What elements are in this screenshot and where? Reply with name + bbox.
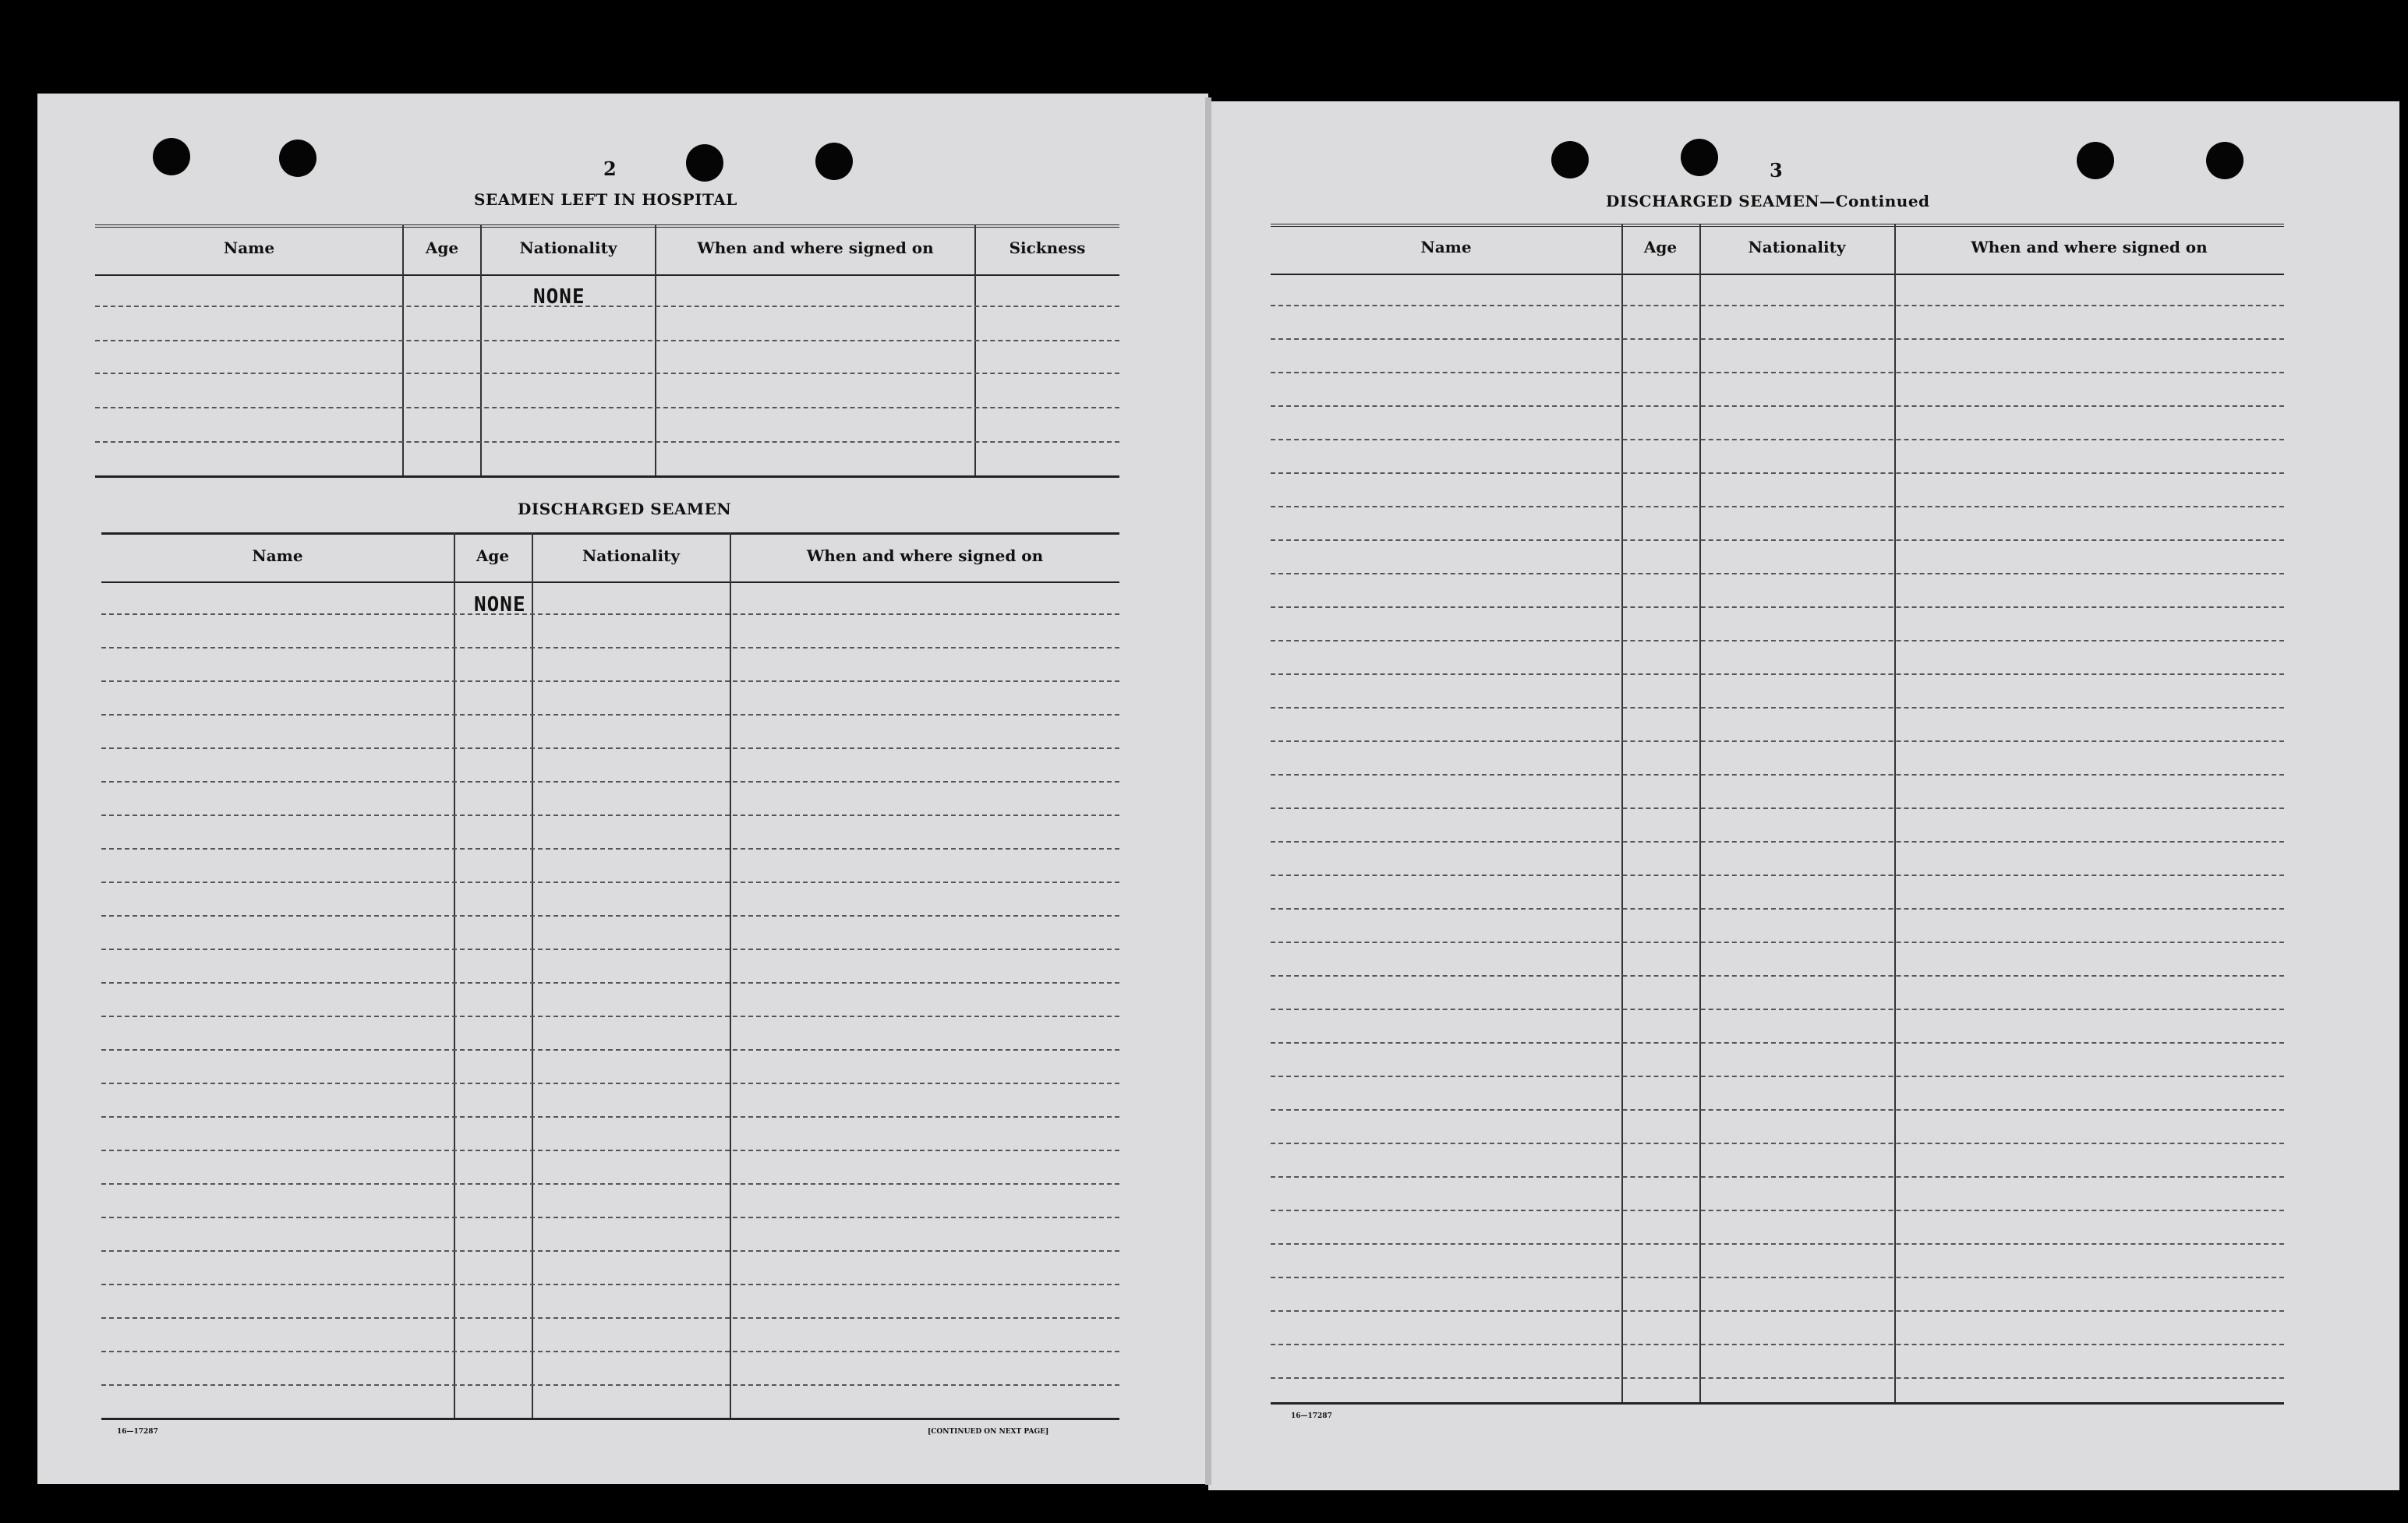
table-row [1271, 338, 2284, 340]
table-row [1271, 640, 2284, 641]
column-divider [1699, 224, 1701, 1405]
page-number: 3 [1770, 159, 1783, 182]
continued-suffix: —Continued [1819, 192, 1930, 210]
table-row [101, 982, 1119, 984]
table-row [1271, 305, 2284, 306]
table-row [1271, 673, 2284, 675]
discharged-continued-title [1606, 192, 1930, 210]
table-row [101, 680, 1119, 682]
table-row [1271, 1377, 2284, 1379]
column-divider [974, 224, 976, 478]
table-row [95, 441, 1119, 443]
punch-hole [2077, 142, 2114, 179]
table-row [101, 1049, 1119, 1051]
column-header-name: Name [223, 239, 275, 257]
table-row [95, 340, 1119, 341]
table-row [101, 781, 1119, 783]
table-row [1271, 372, 2284, 373]
punch-hole [686, 144, 723, 182]
table-row [101, 747, 1119, 749]
column-divider [402, 224, 404, 478]
table-row [101, 915, 1119, 917]
column-header-signed-on: When and where signed on [1971, 238, 2208, 256]
table-row [101, 815, 1119, 816]
hospital-section-title: SEAMEN LEFT IN HOSPITAL [474, 190, 737, 209]
table-row [95, 373, 1119, 374]
discharged-section-title: DISCHARGED SEAMEN [518, 500, 732, 518]
form-number: 16—17287 [1291, 1412, 1332, 1420]
hospital-table [95, 224, 1119, 478]
table-row [101, 1384, 1119, 1386]
column-divider [454, 532, 455, 1419]
table-bottom-rule [95, 475, 1119, 478]
punch-hole [1551, 141, 1589, 178]
discharged-continued-table [1271, 224, 2284, 1407]
table-row [1271, 1143, 2284, 1144]
column-divider [532, 532, 533, 1419]
form-number: 16—17287 [117, 1428, 158, 1436]
column-header-sickness: Sickness [1009, 239, 1086, 257]
column-divider [1894, 224, 1896, 1405]
table-row [1271, 841, 2284, 843]
table-row [1271, 1009, 2284, 1010]
table-row [101, 647, 1119, 648]
table-row [1271, 1210, 2284, 1211]
table-row [1271, 774, 2284, 776]
none-entry: NONE [533, 285, 585, 309]
table-row [1271, 707, 2284, 708]
table-bottom-rule [1271, 1402, 2284, 1405]
table-row [1271, 539, 2284, 541]
continued-note: [CONTINUED ON NEXT PAGE] [928, 1428, 1049, 1436]
column-header-age: Age [1643, 238, 1678, 256]
table-row [101, 1284, 1119, 1285]
table-row [1271, 807, 2284, 809]
punch-hole [153, 138, 190, 175]
punch-hole [279, 140, 316, 177]
column-header-nationality: Nationality [582, 546, 680, 565]
table-row [101, 949, 1119, 950]
discharged-table [101, 532, 1119, 1421]
table-row [101, 1217, 1119, 1218]
table-row [1271, 1277, 2284, 1278]
column-header-name: Name [252, 546, 303, 565]
page-fold [1205, 97, 1211, 1485]
table-row [101, 1150, 1119, 1151]
column-header-age: Age [425, 239, 459, 257]
table-row [1271, 875, 2284, 876]
discharged-title-text: DISCHARGED SEAMEN [1606, 192, 1820, 210]
column-divider [1621, 224, 1623, 1405]
punch-hole [2206, 142, 2244, 179]
table-row [1271, 405, 2284, 407]
table-row [101, 613, 1119, 615]
table-row [101, 1317, 1119, 1319]
table-row [1271, 1310, 2284, 1312]
table-row [1271, 975, 2284, 977]
table-row [1271, 1344, 2284, 1345]
column-header-signed-on: When and where signed on [697, 239, 934, 257]
table-row [101, 1250, 1119, 1252]
table-row [101, 1116, 1119, 1118]
column-header-name: Name [1420, 238, 1472, 256]
column-divider [655, 224, 656, 478]
page-number: 2 [603, 157, 617, 180]
punch-hole [1681, 139, 1718, 176]
table-row [1271, 1109, 2284, 1111]
table-row [1271, 439, 2284, 440]
table-row [101, 1083, 1119, 1084]
table-row [95, 407, 1119, 408]
table-row [1271, 1042, 2284, 1044]
table-row [101, 714, 1119, 716]
table-row [1271, 506, 2284, 507]
table-row [1271, 1076, 2284, 1077]
table-row [101, 1016, 1119, 1017]
column-header-signed-on: When and where signed on [806, 546, 1044, 565]
column-header-age: Age [476, 546, 510, 565]
punch-hole [815, 143, 853, 180]
table-row [101, 882, 1119, 883]
table-bottom-rule [101, 1418, 1119, 1420]
table-row [1271, 908, 2284, 910]
column-divider [730, 532, 731, 1419]
table-row [1271, 573, 2284, 574]
column-divider [480, 224, 482, 478]
table-row [1271, 472, 2284, 474]
table-row [101, 1183, 1119, 1185]
table-row [101, 1351, 1119, 1352]
column-header-nationality: Nationality [519, 239, 617, 257]
table-row [1271, 1176, 2284, 1178]
table-row [1271, 606, 2284, 608]
table-row [1271, 740, 2284, 742]
none-entry: NONE [474, 593, 526, 617]
table-row [1271, 1243, 2284, 1245]
table-row [1271, 942, 2284, 943]
column-header-nationality: Nationality [1748, 238, 1846, 256]
table-row [95, 306, 1119, 307]
table-row [101, 848, 1119, 850]
